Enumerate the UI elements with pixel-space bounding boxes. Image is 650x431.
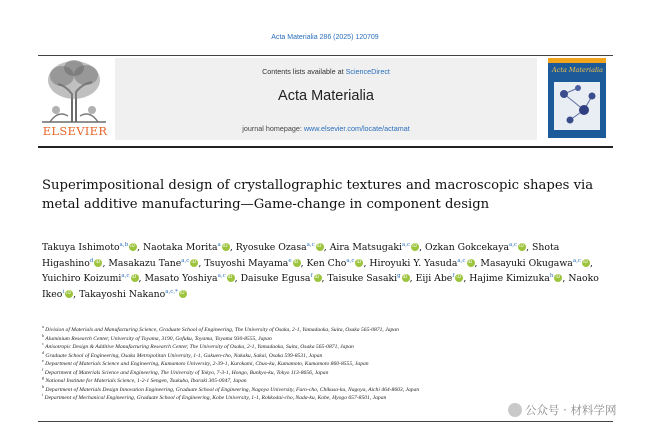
author-entry	[327, 273, 409, 284]
author-entry	[79, 289, 187, 300]
affiliation-item	[42, 343, 612, 352]
author-name[interactable]: Masato Yoshiya	[144, 273, 218, 285]
author-affiliation-marker[interactable]: a,c	[401, 241, 411, 248]
orcid-icon[interactable]	[129, 243, 137, 251]
article-title: Superimpositional design of crystallographic textures and macroscopic shapes via metal additive manufacturing—Game-change in component design	[42, 178, 594, 212]
affiliation-key: a	[42, 324, 44, 330]
author-name[interactable]: Shota Higashino	[42, 242, 560, 269]
orcid-icon[interactable]	[518, 243, 526, 251]
author-name[interactable]: Ozkan Gokcekaya	[425, 242, 509, 253]
wechat-icon	[508, 403, 522, 417]
author-name[interactable]: Tsuyoshi Mayama	[204, 257, 289, 269]
author-name[interactable]: Eiji Abe	[415, 273, 453, 285]
affiliation-key: c	[42, 341, 44, 347]
affiliation-text: National Institute for Materials Science, 1-2-1 Sengen, Tsukuba, Ibaraki 305-0047, Japan	[44, 378, 247, 384]
author-affiliation-marker[interactable]: f	[452, 273, 455, 280]
orcid-icon[interactable]	[131, 274, 139, 282]
journal-homepage-line	[115, 124, 537, 133]
orcid-icon[interactable]	[355, 259, 363, 267]
cover-title-line1: Acta Materialia	[552, 66, 603, 74]
author-affiliation-marker[interactable]: h	[549, 273, 554, 280]
orcid-icon[interactable]	[411, 243, 419, 251]
author-name[interactable]: Naotaka Morita	[143, 242, 218, 253]
author-entry	[369, 258, 474, 269]
contents-prefix: Contents lists available at	[262, 67, 346, 76]
homepage-link[interactable]: www.elsevier.com/locate/actamat	[303, 124, 410, 133]
affiliation-key: f	[42, 366, 44, 372]
journal-cover-thumbnail[interactable]	[548, 58, 606, 138]
author-affiliation-marker[interactable]: a,c	[457, 257, 466, 264]
author-entry	[330, 242, 419, 253]
orcid-icon[interactable]	[222, 243, 230, 251]
author-name[interactable]: Taisuke Sasaki	[327, 273, 398, 285]
author-name[interactable]: Takayoshi Nakano	[79, 288, 166, 300]
author-affiliation-marker[interactable]: a,c,*	[165, 288, 178, 295]
author-entry	[42, 242, 137, 253]
header-bottom-rule	[38, 146, 613, 148]
orcid-icon[interactable]	[179, 290, 187, 298]
affiliation-key: h	[42, 383, 44, 389]
author-affiliation-marker[interactable]: a,c	[121, 273, 130, 280]
affiliations-bottom-rule	[38, 421, 613, 422]
affiliations-list	[42, 326, 612, 403]
author-name[interactable]: Ryosuke Ozasa	[235, 242, 307, 253]
orcid-icon[interactable]	[314, 274, 322, 282]
journal-title: Acta Materialia	[278, 88, 374, 104]
author-affiliation-marker[interactable]: g	[397, 273, 401, 280]
author-name[interactable]: Ken Cho	[306, 257, 347, 269]
sciencedirect-link[interactable]: ScienceDirect	[345, 67, 390, 76]
affiliation-text: Aluminium Research Center, University of Toyama, 3190, Gofuku, Toyama, Toyama 930-8555, Japan	[44, 335, 272, 342]
orcid-icon[interactable]	[455, 274, 463, 282]
author-entry	[42, 273, 139, 284]
author-entry	[143, 242, 230, 253]
affiliation-text: Anisotropic Design & Additive Manufacturing Research Center, The University of Osaka, 2-1, Yamadaoka, Suita, Osaka 565-0871, Japan	[43, 344, 354, 350]
affiliation-item	[42, 360, 612, 369]
author-entry	[425, 242, 526, 253]
affiliation-text: Department of Materials Science and Engineering, The University of Tokyo, 7-3-1, Hongo, Bunkyo-ku, Tokyo 113-8656, Japan	[43, 369, 329, 376]
orcid-icon[interactable]	[582, 259, 590, 267]
orcid-icon[interactable]	[467, 259, 475, 267]
header-top-rule	[38, 55, 613, 56]
orcid-icon[interactable]	[554, 274, 562, 282]
author-entry	[480, 258, 590, 269]
affiliation-text: Division of Materials and Manufacturing Science, Graduate School of Engineering, The University of Osaka, 2-1, Yamadaoka, Suita, Osaka 565-0871, Japan	[43, 327, 399, 333]
author-entry	[236, 242, 324, 253]
elsevier-wordmark: ELSEVIER	[42, 124, 108, 138]
author-name[interactable]: Takuya Ishimoto	[42, 242, 120, 253]
author-affiliation-marker[interactable]: a,c	[346, 257, 355, 264]
affiliation-key: b	[42, 332, 44, 338]
author-name[interactable]: Masakazu Tane	[108, 257, 182, 269]
contents-available-line	[115, 67, 537, 76]
affiliation-key: e	[42, 358, 44, 364]
affiliation-item	[42, 326, 612, 335]
affiliation-text: Graduate School of Engineering, Osaka Metropolitan University, 1-1, Gakuen-cho, Nakaku, Sakai, Osaka 599-8531, Japan	[44, 352, 323, 359]
author-entry	[307, 258, 364, 269]
author-affiliation-marker[interactable]: i	[62, 288, 65, 295]
author-name[interactable]: Masayuki Okugawa	[480, 257, 573, 269]
affiliation-text: Department of Materials Design Innovation Engineering, Graduate School of Engineering, Nagoya University, Furo-cho, Chikusa-ku, Nagoya, Aichi 464-8603, Japan	[44, 386, 420, 393]
author-name[interactable]: Hiroyuki Y. Yasuda	[369, 257, 458, 269]
author-affiliation-marker[interactable]: a,c	[181, 257, 190, 264]
author-affiliation-marker[interactable]: a,c	[572, 257, 581, 264]
author-affiliation-marker[interactable]: a,c	[217, 273, 226, 280]
author-name[interactable]: Naoko Ikeo	[42, 273, 599, 300]
orcid-icon[interactable]	[402, 274, 410, 282]
affiliation-key: g	[42, 375, 44, 381]
affiliation-text: Department of Materials Science and Engineering, Kumamoto University, 2-39-1, Kurokami, Chuo-ku, Kumamoto, Kumamoto 860-8555, Japan	[43, 361, 369, 367]
orcid-icon[interactable]	[94, 259, 102, 267]
affiliation-text: Department of Mechanical Engineering, Graduate School of Engineering, Kobe University, 1-1, Rokkodai-cho, Nada-ku, Kobe, Hyogo 657-8501, Japan	[43, 395, 387, 401]
orcid-icon[interactable]	[316, 243, 324, 251]
affiliation-key: d	[42, 349, 44, 355]
author-affiliation-marker[interactable]: a,c	[306, 241, 315, 248]
author-entry	[241, 273, 322, 284]
author-list: Takuya Ishimoto$^{a,b}$iD , Naotaka Morita$^a$iD , Ryosuke Ozasa$^{a,c}$iD , Aira Matsugaki$^{a,c}$iD , Ozkan Gokcekaya$^{a,c}$iD , Shota Higashino$^d$iD , Masakazu Tane$^{a,c}$iD , Tsuyoshi Mayama$^e$iD , Ken Cho$^{a,c}$iD , Hiroyuki Y. Yasuda$^{a,c}$iD , Masayuki Okugawa$^{a,c}$iD , Yuichiro Koizumi$^{a,c}$iD , Masato Yoshiya$^{a,c}$iD , Daisuke Egusa$^f$iD , Taisuke Sasaki$^g$iD , Eiji Abe$^f$iD , Hajime Kimizuka$^h$iD , Naoko Ikeo$^i$iD , Takayoshi Nakano$^{a,c,*}$iD	[42, 240, 602, 302]
author-name[interactable]: Hajime Kimizuka	[469, 273, 550, 285]
affiliation-item	[42, 377, 612, 386]
author-entry	[204, 258, 300, 269]
journal-reference[interactable]: Acta Materialia 286 (2025) 120709	[271, 34, 379, 41]
author-affiliation-marker[interactable]: a	[217, 241, 221, 248]
author-entry	[469, 273, 562, 284]
homepage-prefix: journal homepage:	[242, 124, 304, 133]
author-affiliation-marker[interactable]: a,b	[119, 241, 129, 248]
author-affiliation-marker[interactable]: f	[310, 273, 313, 280]
author-name[interactable]: Yuichiro Koizumi	[42, 273, 122, 285]
orcid-icon[interactable]	[190, 259, 198, 267]
author-name[interactable]: Aira Matsugaki	[329, 242, 402, 253]
orcid-icon[interactable]	[293, 259, 301, 267]
author-name[interactable]: Daisuke Egusa	[240, 273, 311, 285]
watermark-text: 公众号 · 材料学网	[525, 403, 617, 417]
author-affiliation-marker[interactable]: e	[288, 257, 292, 264]
author-entry	[144, 273, 234, 284]
orcid-icon[interactable]	[65, 290, 73, 298]
orcid-icon[interactable]	[227, 274, 235, 282]
author-entry	[108, 258, 198, 269]
author-affiliation-marker[interactable]: a,c	[509, 241, 518, 248]
author-entry	[416, 273, 464, 284]
wechat-watermark	[508, 400, 648, 420]
affiliation-key: i	[42, 392, 44, 398]
author-affiliation-marker[interactable]: d	[89, 257, 94, 264]
